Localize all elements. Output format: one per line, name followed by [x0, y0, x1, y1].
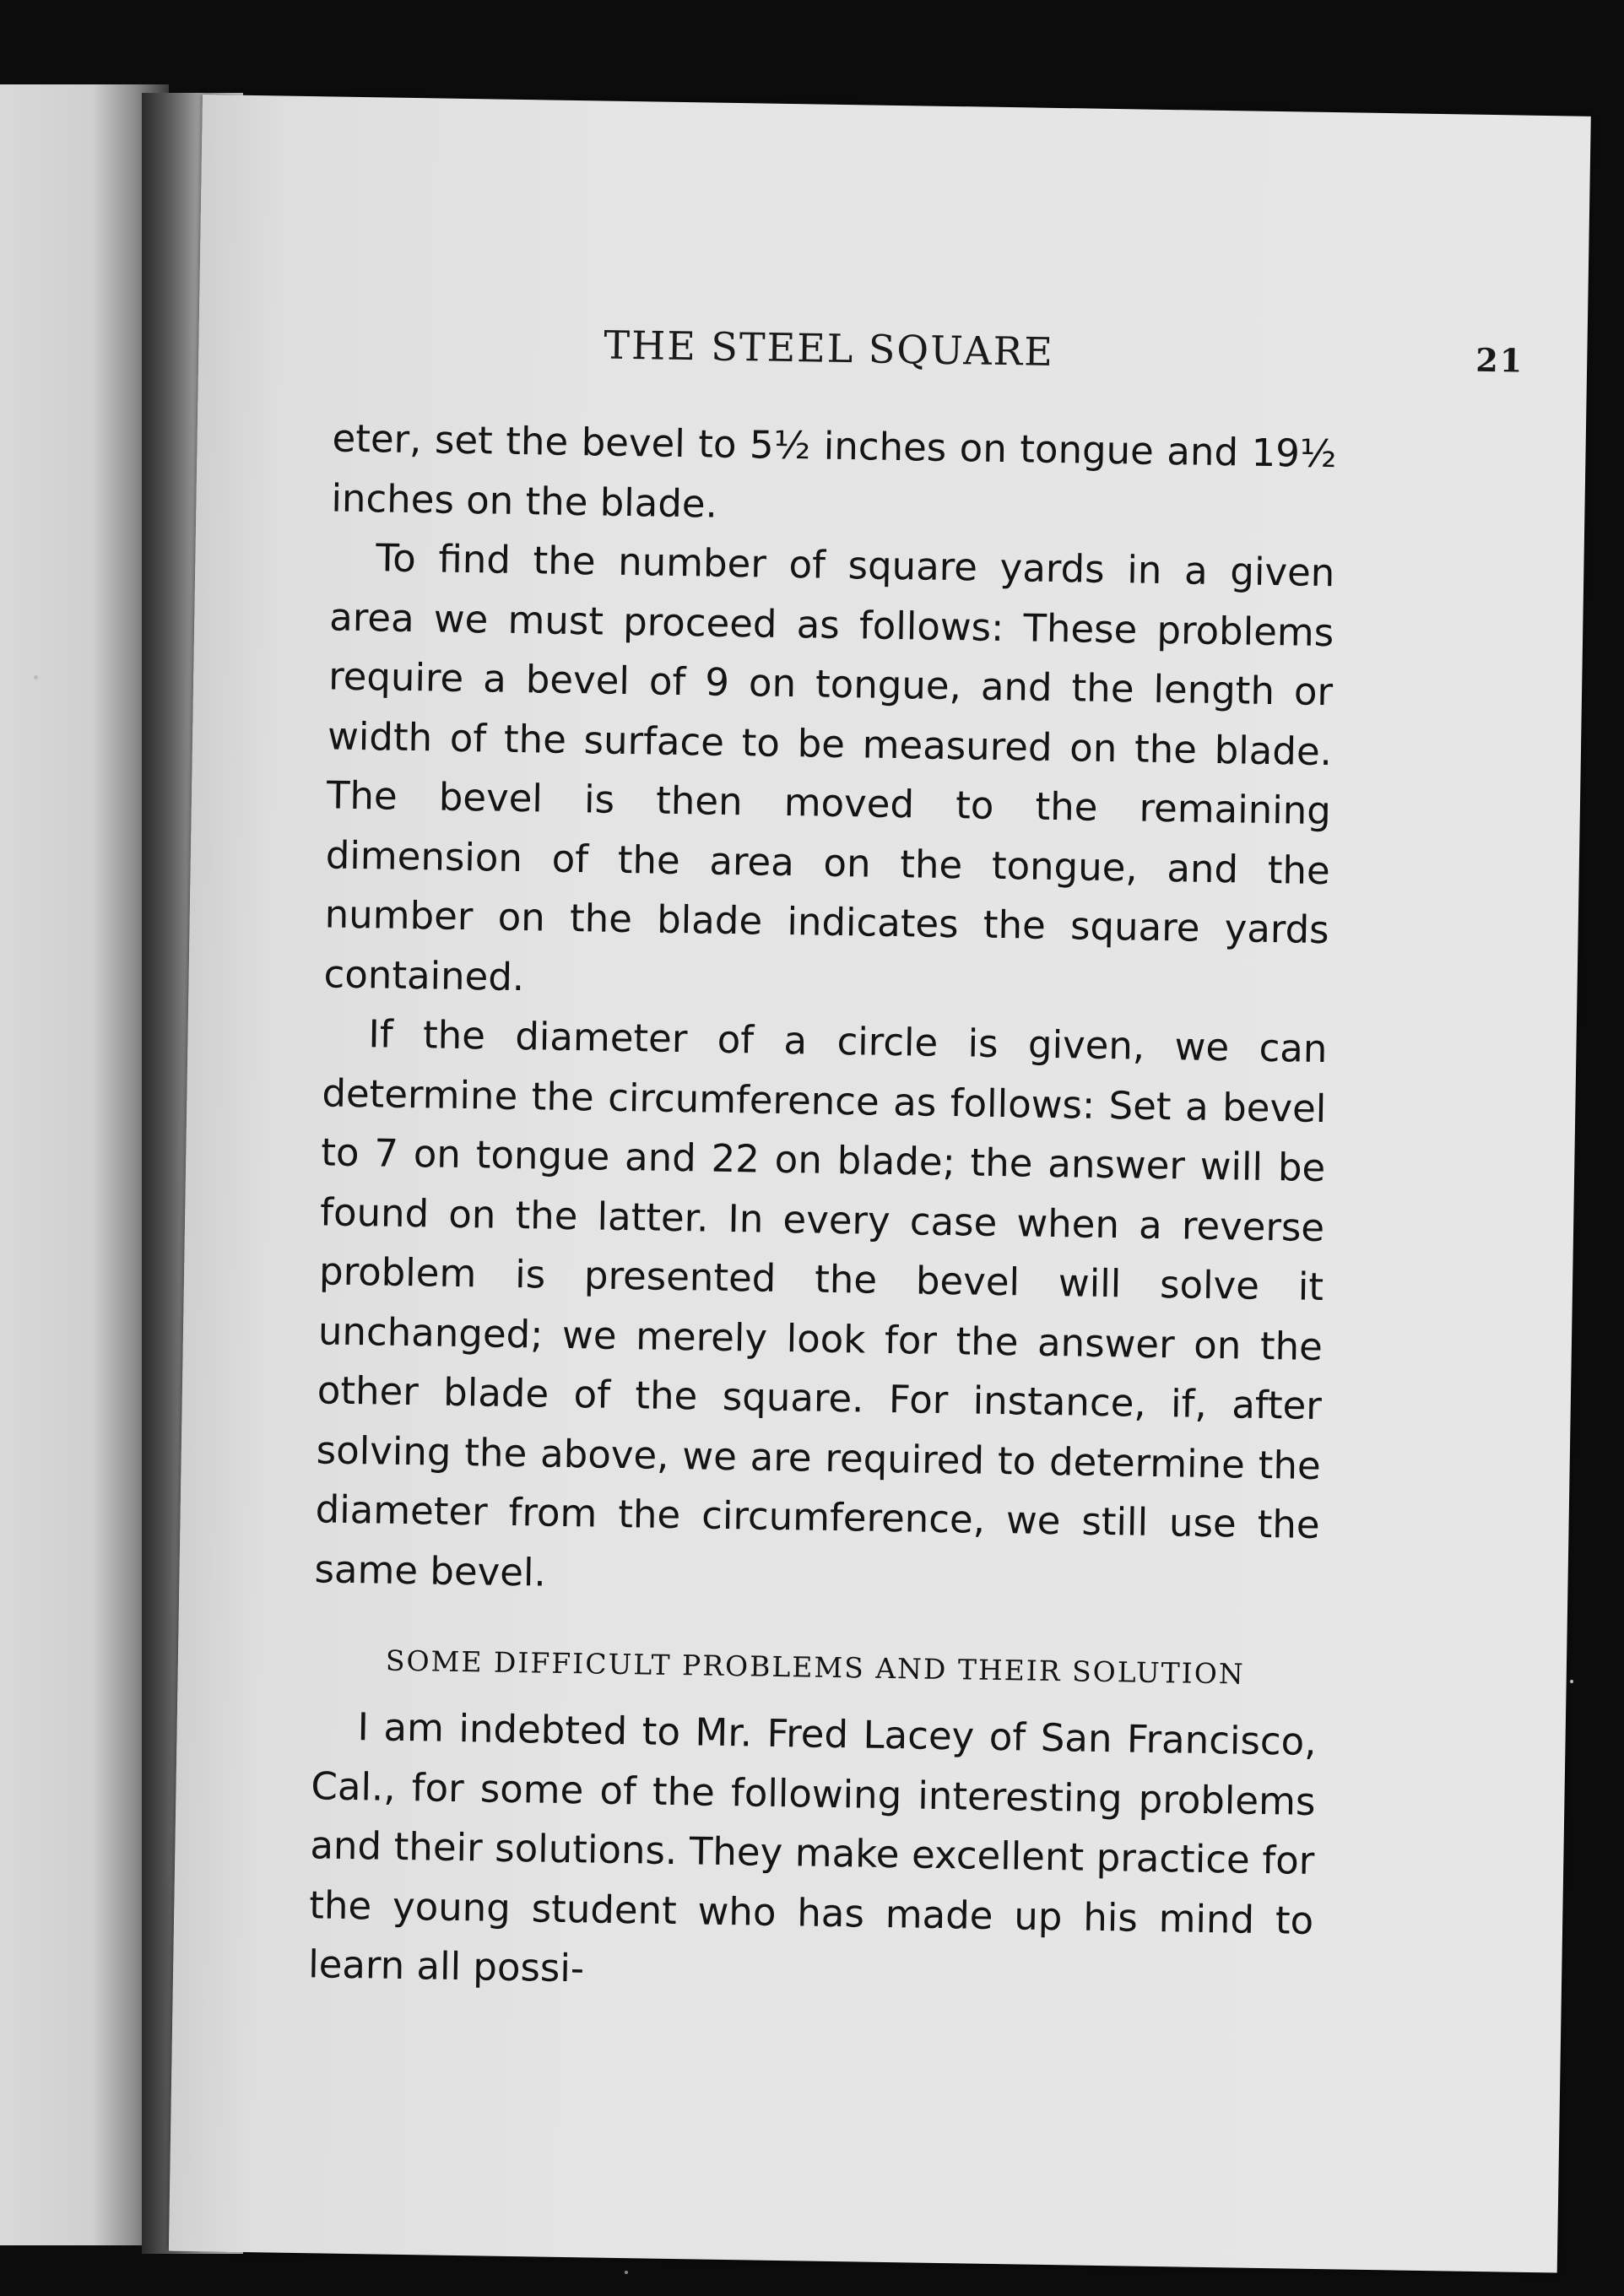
running-header-title: THE STEEL SQUARE [603, 322, 1055, 375]
page-number: 21 [1475, 340, 1524, 380]
scan-speck [625, 2271, 628, 2274]
section-heading: SOME DIFFICULT PROBLEMS AND THEIR SOLUTION [385, 1643, 1245, 1691]
paragraph-circumference: If the diameter of a circle is given, we can determine the circumference as follows: Set a bevel to 7 on tongue and 22 on blade; the answer will be found on the latter. In every case when a reverse problem is presented the bevel will solve it unchanged; we merely look for the answer on the other blade of the square. For instance, if, after solving the above, we are required to determine the diameter from the circumference, we still use the same bevel. [314, 1011, 1328, 1595]
paragraph-difficult-problems: I am indebted to Mr. Fred Lacey of San Francisco, Cal., for some of the following interesting problems and their solutions. They make excellent practice for the young student who has made up his mind to learn all possi- [307, 1704, 1317, 1991]
page-body [308, 409, 1337, 2010]
running-header [603, 322, 1524, 380]
paragraph-continued: eter, set the bevel to 5½ inches on tongue and 19½ inches on the blade. [331, 415, 1337, 527]
book-page [169, 95, 1591, 2273]
scan-speck [1570, 1680, 1573, 1683]
paragraph-square-yards: To find the number of square yards in a given area we must proceed as follows: These problems require a bevel of 9 on tongue, and the length or width of the surface to be measured on the blade. The bevel is then moved to the remaining dimension of the area on the tongue, and the number on the blade indicates the square yards contained. [323, 535, 1335, 999]
scan-speck [34, 675, 38, 680]
